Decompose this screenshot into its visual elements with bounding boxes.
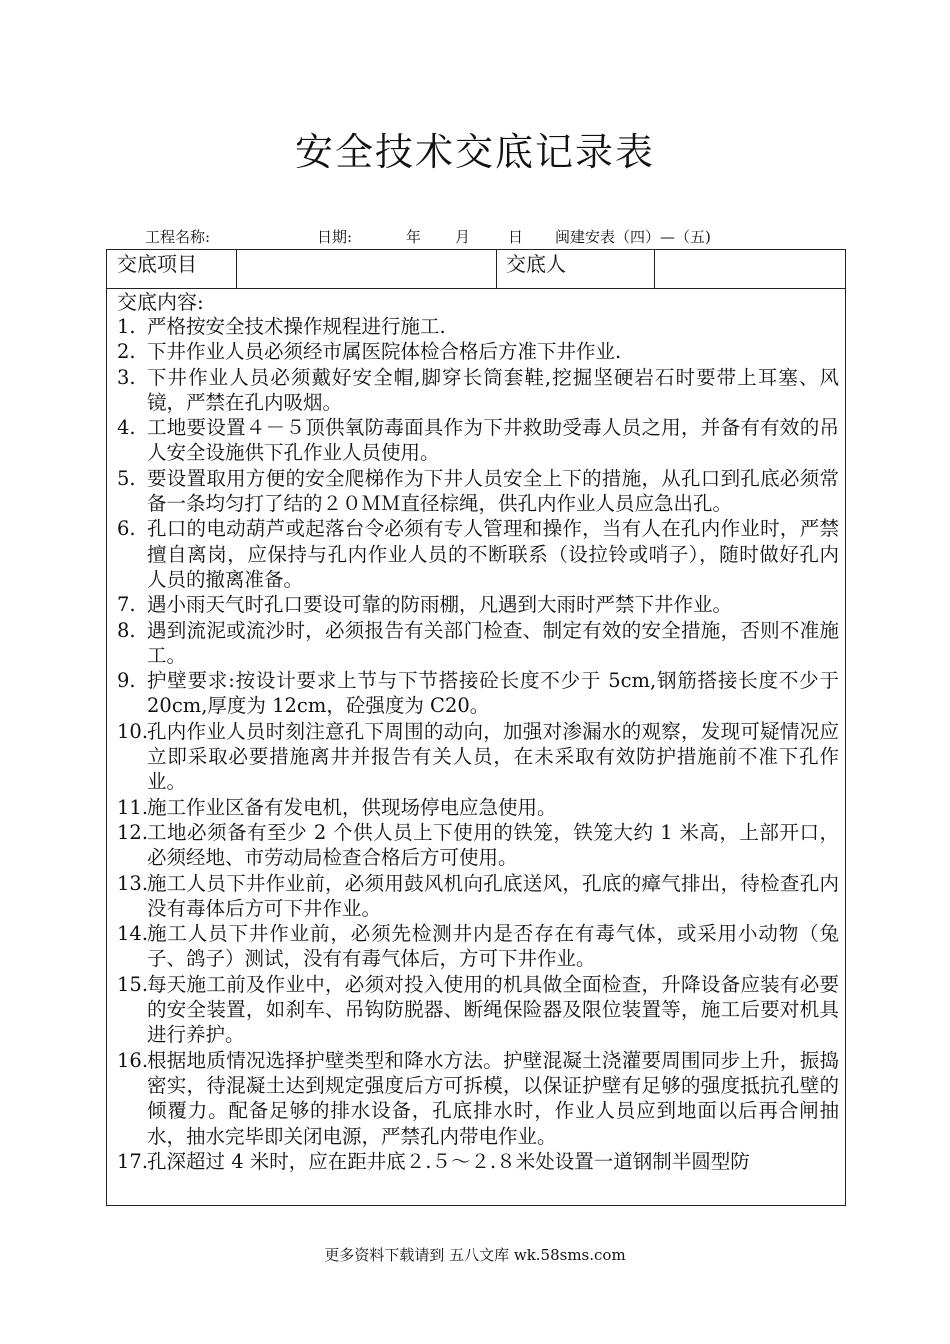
list-item-number: 17.: [117, 1149, 149, 1173]
list-item-text: 根据地质情况选择护壁类型和降水方法。护壁混凝土浇灌要周围同步上升，振捣密实，待混凝土达到规定强度后方可拆模，以保证护壁有足够的强度抵抗孔壁的倾覆力。配备足够的排水设备，孔底排水时，作业人员应到地面以后再合闸抽水，抽水完毕即关闭电源，严禁孔内带电作业。: [147, 1048, 839, 1148]
list-item: [117, 592, 839, 617]
list-item-number: 3.: [117, 365, 136, 389]
list-item-number: 12.: [117, 820, 149, 844]
list-item: [117, 618, 839, 669]
list-item-number: 7.: [117, 593, 136, 617]
item-label-cell: 交底项目: [117, 252, 197, 276]
item-value-cell[interactable]: [236, 250, 496, 288]
list-item-text: 工地要设置４－５顶供氧防毒面具作为下井救助受毒人员之用，并备有有效的吊人安全设施供下孔作业人员使用。: [147, 416, 839, 465]
day-label: 日: [508, 228, 524, 246]
table-header-row: [107, 250, 845, 289]
list-item-number: 1.: [117, 315, 136, 338]
list-item: [117, 795, 839, 820]
list-item-text: 每天施工前及作业中，必须对投入使用的机具做全面检查，升降设备应装有必要的安全装置，如刹车、吊钩防脱器、断绳保险器及限位装置等，施工后要对机具进行养护。: [147, 972, 839, 1047]
list-item-text: 施工作业区备有发电机，供现场停电应急使用。: [147, 795, 557, 819]
list-item-number: 9.: [117, 669, 136, 693]
list-item-number: 15.: [117, 972, 149, 996]
form-code: 闽建安表（四）—（五): [555, 228, 711, 246]
list-item-number: 16.: [117, 1048, 149, 1072]
list-item-text: 工地必须备有至少 2 个供人员上下使用的铁笼，铁笼大约 1 米高，上部开口，必须经地、市劳动局检查合格后方可使用。: [147, 820, 839, 870]
content-label: 交底内容:: [117, 290, 204, 314]
list-item-text: 护壁要求:按设计要求上节与下节搭接砼长度不少于 5cm,钢筋搭接长度不少于 20cm,厚度为 12cm，砼强度为 C20。: [147, 669, 839, 718]
list-item: [117, 415, 839, 466]
list-item: [117, 1149, 839, 1174]
list-item-number: 13.: [117, 871, 149, 895]
list-item: [117, 1048, 839, 1149]
list-item: [117, 820, 839, 871]
list-item-number: 10.: [117, 719, 149, 743]
list-item-number: 8.: [117, 618, 136, 642]
list-item: [117, 314, 839, 339]
form-meta-row: [145, 227, 855, 247]
list-item-text: 要设置取用方便的安全爬梯作为下井人员安全上下的措施，从孔口到孔底必须常备一条均匀打了结的２０ＭＭ直径棕绳，供孔内作业人员应急出孔。: [147, 466, 839, 516]
list-item-text: 遇小雨天气时孔口要设可靠的防雨棚，凡遇到大雨时严禁下井作业。: [147, 593, 733, 617]
person-value-cell[interactable]: [654, 250, 844, 288]
list-item-number: 5.: [117, 466, 136, 490]
content-cell: [107, 288, 845, 1205]
footer-note: 更多资料下载请到 五八文库 wk.58sms.com: [324, 1246, 626, 1264]
month-label: 月: [455, 228, 471, 246]
list-item: [117, 668, 839, 719]
list-item-text: 施工人员下井作业前，必须用鼓风机向孔底送风，孔底的瘴气排出，待检查孔内没有毒体后方可下井作业。: [147, 871, 839, 920]
list-item: [117, 339, 839, 364]
project-name-label: 工程名称:: [145, 228, 211, 246]
record-table: [106, 249, 846, 1206]
list-item: [117, 972, 839, 1048]
page-title: 安全技术交底记录表: [294, 130, 655, 174]
list-item-number: 11.: [117, 795, 149, 819]
date-label: 日期:: [317, 228, 353, 246]
list-item: [117, 365, 839, 416]
list-item: [117, 719, 839, 795]
list-item-text: 孔深超过 4 米时，应在距井底２.５～２.８米处设置一道钢制半圆型防: [147, 1149, 750, 1173]
list-item-text: 遇到流泥或流沙时，必须报告有关部门检查、制定有效的安全措施，否则不准施工。: [147, 618, 839, 667]
list-item-text: 严格按安全技术操作规程进行施工.: [147, 315, 446, 338]
list-item: [117, 921, 839, 972]
list-item-number: 14.: [117, 922, 149, 946]
list-item-text: 下井作业人员必须戴好安全帽,脚穿长筒套鞋,挖掘坚硬岩石时要带上耳塞、风镜，严禁在孔内吸烟。: [147, 365, 839, 414]
list-item-number: 2.: [117, 340, 136, 364]
list-item-number: 4.: [117, 416, 136, 440]
list-item-text: 施工人员下井作业前，必须先检测井内是否存在有毒气体，或采用小动物（兔子、鸽子）测试，没有有毒气体后，方可下井作业。: [147, 922, 839, 971]
person-label-cell: 交底人: [506, 252, 566, 276]
year-label: 年: [406, 228, 422, 246]
list-item-number: 6.: [117, 517, 136, 541]
list-item-text: 孔内作业人员时刻注意孔下周围的动向，加强对渗漏水的观察，发现可疑情况应立即采取必要措施离井并报告有关人员，在未采取有效防护措施前不准下孔作业。: [147, 719, 839, 794]
list-item: [117, 871, 839, 922]
list-item: [117, 516, 839, 592]
content-list: [117, 314, 839, 1174]
list-item: [117, 466, 839, 517]
list-item-text: 孔口的电动葫芦或起落台令必须有专人管理和操作，当有人在孔内作业时，严禁擅自离岗，应保持与孔内作业人员的不断联系（设拉铃或哨子），随时做好孔内人员的撤离准备。: [147, 517, 839, 591]
list-item-text: 下井作业人员必须经市属医院体检合格后方准下井作业.: [147, 340, 622, 364]
